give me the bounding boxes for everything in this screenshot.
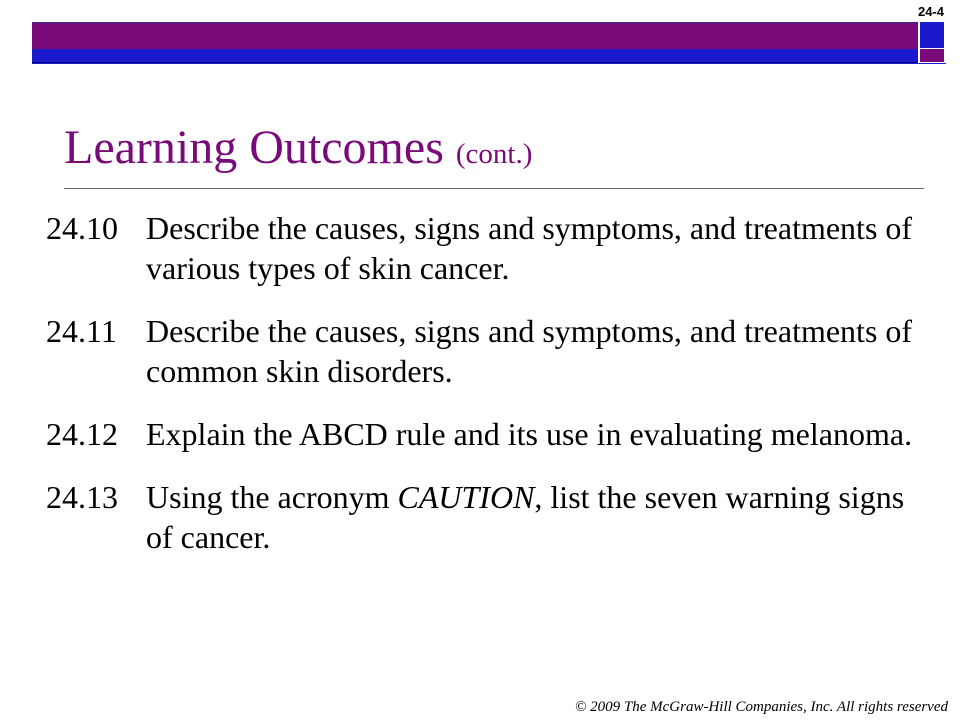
outcome-item [40,414,920,454]
outcome-text-emphasis: CAUTION [397,479,535,515]
outcome-text: Explain the ABCD rule and its use in evaluating melanoma. [146,416,913,452]
banner-square-blue [920,22,944,48]
banner-square-purple [920,49,944,62]
header-banner [32,22,946,64]
title-divider [64,188,924,189]
banner-underline [32,63,946,64]
banner-bar-blue [32,49,918,63]
outcome-number: 24.13 [46,479,118,515]
outcome-text-before: Using the acronym [146,479,398,515]
outcomes-list [40,208,920,580]
slide-number: 24-4 [917,4,944,19]
outcome-number: 24.12 [46,416,118,452]
outcome-text-after: , list the seven warning signs of cancer. [146,479,905,555]
copyright-footer: © 2009 The McGraw-Hill Companies, Inc. All rights reserved [574,699,948,715]
banner-bar-purple [32,22,918,49]
slide-title [64,120,532,175]
title-main: Learning Outcomes [64,121,444,174]
outcome-item [40,208,920,288]
outcome-item [40,311,920,391]
outcome-number: 24.10 [46,210,118,246]
outcome-item [40,477,920,557]
title-sub: (cont.) [455,138,533,170]
outcome-number: 24.11 [46,313,117,349]
outcome-text: Describe the causes, signs and symptoms, and treatments of various types of skin cancer. [146,210,913,286]
outcome-text: Describe the causes, signs and symptoms, and treatments of common skin disorders. [146,313,913,389]
